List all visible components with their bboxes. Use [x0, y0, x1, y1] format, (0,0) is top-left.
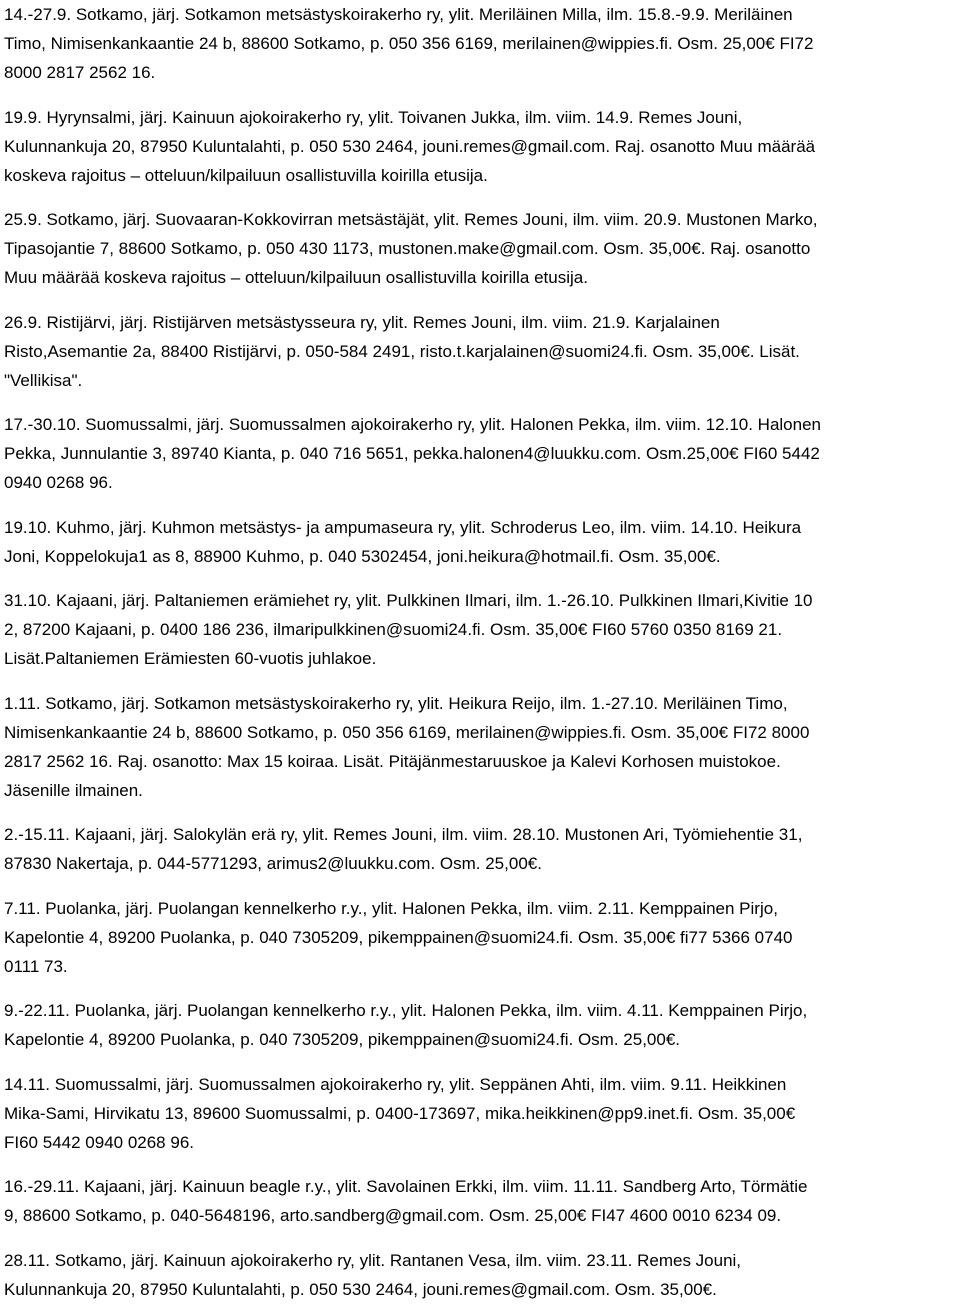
event-entry	[4, 996, 958, 1054]
event-entry	[4, 205, 958, 292]
entry-text-line: 9.-22.11. Puolanka, järj. Puolangan kennelkerho r.y., ylit. Halonen Pekka, ilm. viim. 4.11. Kemppainen Pirjo,	[4, 1001, 808, 1020]
entry-text-line: Joni, Koppelokuja1 as 8, 88900 Kuhmo, p. 040 5302454, joni.heikura@hotmail.fi. Osm. 35,00€.	[4, 546, 721, 566]
entry-text-line: 19.10. Kuhmo, järj. Kuhmon metsästys- ja ampumaseura ry, ylit. Schroderus Leo, ilm. viim. 14.10. Heikura	[4, 517, 802, 537]
entry-text-line: Risto,Asemantie 2a, 88400 Ristijärvi, p. 050-584 2491, risto.t.karjalainen@suomi24.fi. Osm. 35,00€. Lisät.	[4, 341, 800, 361]
entry-text-line: 8000 2817 2562 16.	[4, 63, 156, 82]
paragraph-spacer	[4, 1230, 958, 1246]
entry-text-line: Kapelontie 4, 89200 Puolanka, p. 040 7305209, pikemppainen@suomi24.fi. Osm. 25,00€.	[4, 1030, 680, 1049]
event-entry	[4, 820, 958, 878]
entry-text-line: Lisät.Paltaniemen Erämiesten 60-vuotis juhlakoe.	[4, 649, 377, 668]
event-entry	[4, 894, 958, 981]
paragraph-spacer	[4, 981, 958, 997]
entry-text-line: FI60 5442 0940 0268 96.	[4, 1132, 194, 1152]
entry-text-line: 7.11. Puolanka, järj. Puolangan kennelkerho r.y., ylit. Halonen Pekka, ilm. viim. 2.11. Kemppainen Pirjo,	[4, 898, 778, 918]
event-entry	[4, 308, 958, 395]
paragraph-spacer	[4, 190, 958, 206]
entry-text-line: Kulunnankuja 20, 87950 Kuluntalahti, p. 050 530 2464, jouni.remes@gmail.com. Raj. osanotto Muu määrää	[4, 136, 816, 156]
paragraph-spacer	[4, 673, 958, 689]
entry-text-line: 16.-29.11. Kajaani, järj. Kainuun beagle r.y., ylit. Savolainen Erkki, ilm. viim. 11.11. Sandberg Arto, Törmätie	[4, 1177, 808, 1196]
event-entry	[4, 689, 958, 805]
entry-text-line: 19.9. Hyrynsalmi, järj. Kainuun ajokoirakerho ry, ylit. Toivanen Jukka, ilm. viim. 14.9. Remes Jouni,	[4, 107, 743, 127]
entry-text-line: 0111 73.	[4, 956, 68, 976]
paragraph-spacer	[4, 878, 958, 894]
event-entry	[4, 0, 958, 87]
entry-text-line: 14.-27.9. Sotkamo, järj. Sotkamon metsästyskoirakerho ry, ylit. Meriläinen Milla, ilm. 15.8.-9.9. Meriläinen	[4, 5, 793, 24]
paragraph-spacer	[4, 395, 958, 411]
event-entry	[4, 1172, 958, 1230]
paragraph-spacer	[4, 497, 958, 513]
event-entry	[4, 1070, 958, 1157]
paragraph-spacer	[4, 87, 958, 103]
entry-text-line: 26.9. Ristijärvi, järj. Ristijärven metsästysseura ry, ylit. Remes Jouni, ilm. viim. 21.9. Karjalainen	[4, 312, 720, 332]
entry-text-line: Nimisenkankaantie 24 b, 88600 Sotkamo, p. 050 356 6169, merilainen@wippies.fi. Osm. 35,00€ FI72 8000	[4, 722, 810, 742]
document-page	[4, 0, 958, 1304]
event-entry	[4, 410, 958, 497]
entry-text-line: 2817 2562 16. Raj. osanotto: Max 15 koiraa. Lisät. Pitäjänmestaruuskoe ja Kalevi Korhosen muistokoe.	[4, 751, 781, 771]
entry-text-line: 17.-30.10. Suomussalmi, järj. Suomussalmen ajokoirakerho ry, ylit. Halonen Pekka, ilm. viim. 12.10. Halonen	[4, 415, 821, 434]
entry-text-line: 1.11. Sotkamo, järj. Sotkamon metsästyskoirakerho ry, ylit. Heikura Reijo, ilm. 1.-27.10. Meriläinen Timo,	[4, 693, 788, 713]
entry-text-line: Pekka, Junnulantie 3, 89740 Kianta, p. 040 716 5651, pekka.halonen4@luukku.com. Osm.25,00€ FI60 5442	[4, 444, 820, 463]
paragraph-spacer	[4, 805, 958, 821]
event-entry	[4, 586, 958, 673]
event-entry	[4, 513, 958, 571]
entry-text-line: "Vellikisa".	[4, 370, 83, 390]
entry-text-line: Kapelontie 4, 89200 Puolanka, p. 040 7305209, pikemppainen@suomi24.fi. Osm. 35,00€ fi77 5366 0740	[4, 927, 793, 947]
event-entry	[4, 103, 958, 190]
entry-text-line: 87830 Nakertaja, p. 044-5771293, arimus2@luukku.com. Osm. 25,00€.	[4, 854, 542, 873]
paragraph-spacer	[4, 292, 958, 308]
entry-text-line: 31.10. Kajaani, järj. Paltaniemen erämiehet ry, ylit. Pulkkinen Ilmari, ilm. 1.-26.10. Pulkkinen Ilmari,Kivitie 10	[4, 591, 813, 610]
paragraph-spacer	[4, 571, 958, 587]
entry-text-line: Mika-Sami, Hirvikatu 13, 89600 Suomussalmi, p. 0400-173697, mika.heikkinen@pp9.inet.fi. Osm. 35,00€	[4, 1103, 796, 1123]
entry-text-line: 0940 0268 96.	[4, 473, 113, 492]
event-entry	[4, 1246, 958, 1304]
entry-text-line: Kulunnankuja 20, 87950 Kuluntalahti, p. 050 530 2464, jouni.remes@gmail.com. Osm. 35,00€.	[4, 1279, 717, 1299]
entry-text-line: 2, 87200 Kajaani, p. 0400 186 236, ilmaripulkkinen@suomi24.fi. Osm. 35,00€ FI60 5760 0350 8169 21.	[4, 620, 783, 639]
entry-text-line: Jäsenille ilmainen.	[4, 780, 143, 800]
entry-text-line: koskeva rajoitus – otteluun/kilpailuun osallistuvilla koirilla etusija.	[4, 165, 488, 185]
entry-text-line: 14.11. Suomussalmi, järj. Suomussalmen ajokoirakerho ry, ylit. Seppänen Ahti, ilm. viim. 9.11. Heikkinen	[4, 1074, 787, 1094]
paragraph-spacer	[4, 1157, 958, 1173]
entry-text-line: Tipasojantie 7, 88600 Sotkamo, p. 050 430 1173, mustonen.make@gmail.com. Osm. 35,00€. Raj. osanotto	[4, 239, 811, 258]
entry-text-line: Timo, Nimisenkankaantie 24 b, 88600 Sotkamo, p. 050 356 6169, merilainen@wippies.fi. Osm. 25,00€ FI72	[4, 34, 814, 53]
entry-text-line: 28.11. Sotkamo, järj. Kainuun ajokoirakerho ry, ylit. Rantanen Vesa, ilm. viim. 23.11. Remes Jouni,	[4, 1250, 742, 1270]
paragraph-spacer	[4, 1054, 958, 1070]
entry-text-line: 9, 88600 Sotkamo, p. 040-5648196, arto.sandberg@gmail.com. Osm. 25,00€ FI47 4600 0010 6234 09.	[4, 1206, 782, 1225]
entry-text-line: Muu määrää koskeva rajoitus – otteluun/kilpailuun osallistuvilla koirilla etusija.	[4, 268, 588, 287]
entry-text-line: 2.-15.11. Kajaani, järj. Salokylän erä ry, ylit. Remes Jouni, ilm. viim. 28.10. Mustonen Ari, Työmiehentie 31,	[4, 825, 803, 844]
entry-text-line: 25.9. Sotkamo, järj. Suovaaran-Kokkovirran metsästäjät, ylit. Remes Jouni, ilm. viim. 20.9. Mustonen Marko,	[4, 210, 818, 229]
